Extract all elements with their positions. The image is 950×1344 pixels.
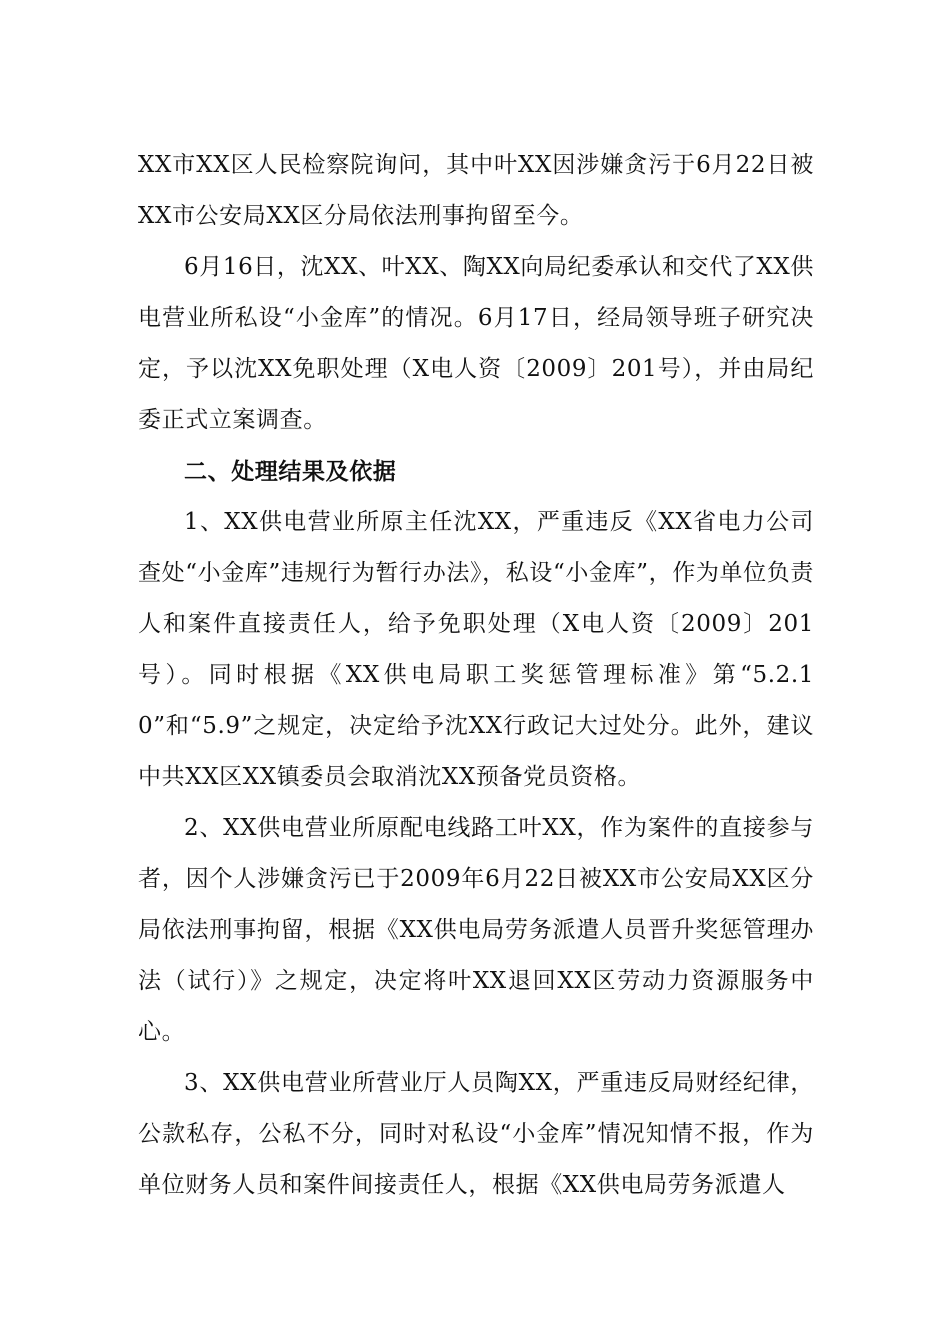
paragraph-item-3: 3、XX供电营业所营业厅人员陶XX，严重违反局财经纪律，公款私存，公私不分，同时对私设“小金库”情况知情不报，作为单位财务人员和案件间接责任人，根据《XX供电局劳务派遣人	[138, 1070, 814, 1198]
paragraph-continuation: XX市XX区人民检察院询问，其中叶XX因涉嫌贪污于6月22日被XX市公安局XX区分局依法刑事拘留至今。	[138, 152, 814, 229]
document-page	[138, 140, 814, 1211]
paragraph-item-2: 2、XX供电营业所原配电线路工叶XX，作为案件的直接参与者，因个人涉嫌贪污已于2009年6月22日被XX市公安局XX区分局依法刑事拘留，根据《XX供电局劳务派遣人员晋升奖惩管理办法（试行）》之规定，决定将叶XX退回XX区劳动力资源服务中心。	[138, 815, 814, 1045]
paragraph-june16: 6月16日，沈XX、叶XX、陶XX向局纪委承认和交代了XX供电营业所私设“小金库”的情况。6月17日，经局领导班子研究决定，予以沈XX免职处理（X电人资〔2009〕201号），并由局纪委正式立案调查。	[138, 254, 814, 433]
section-heading: 二、处理结果及依据	[184, 458, 397, 485]
paragraph-item-1: 1、XX供电营业所原主任沈XX，严重违反《XX省电力公司查处“小金库”违规行为暂行办法》，私设“小金库”，作为单位负责人和案件直接责任人，给予免职处理（X电人资〔2009〕201号）。同时根据《XX供电局职工奖惩管理标准》第“5.2.10”和“5.9”之规定，决定给予沈XX行政记大过处分。此外，建议中共XX区XX镇委员会取消沈XX预备党员资格。	[138, 509, 814, 790]
